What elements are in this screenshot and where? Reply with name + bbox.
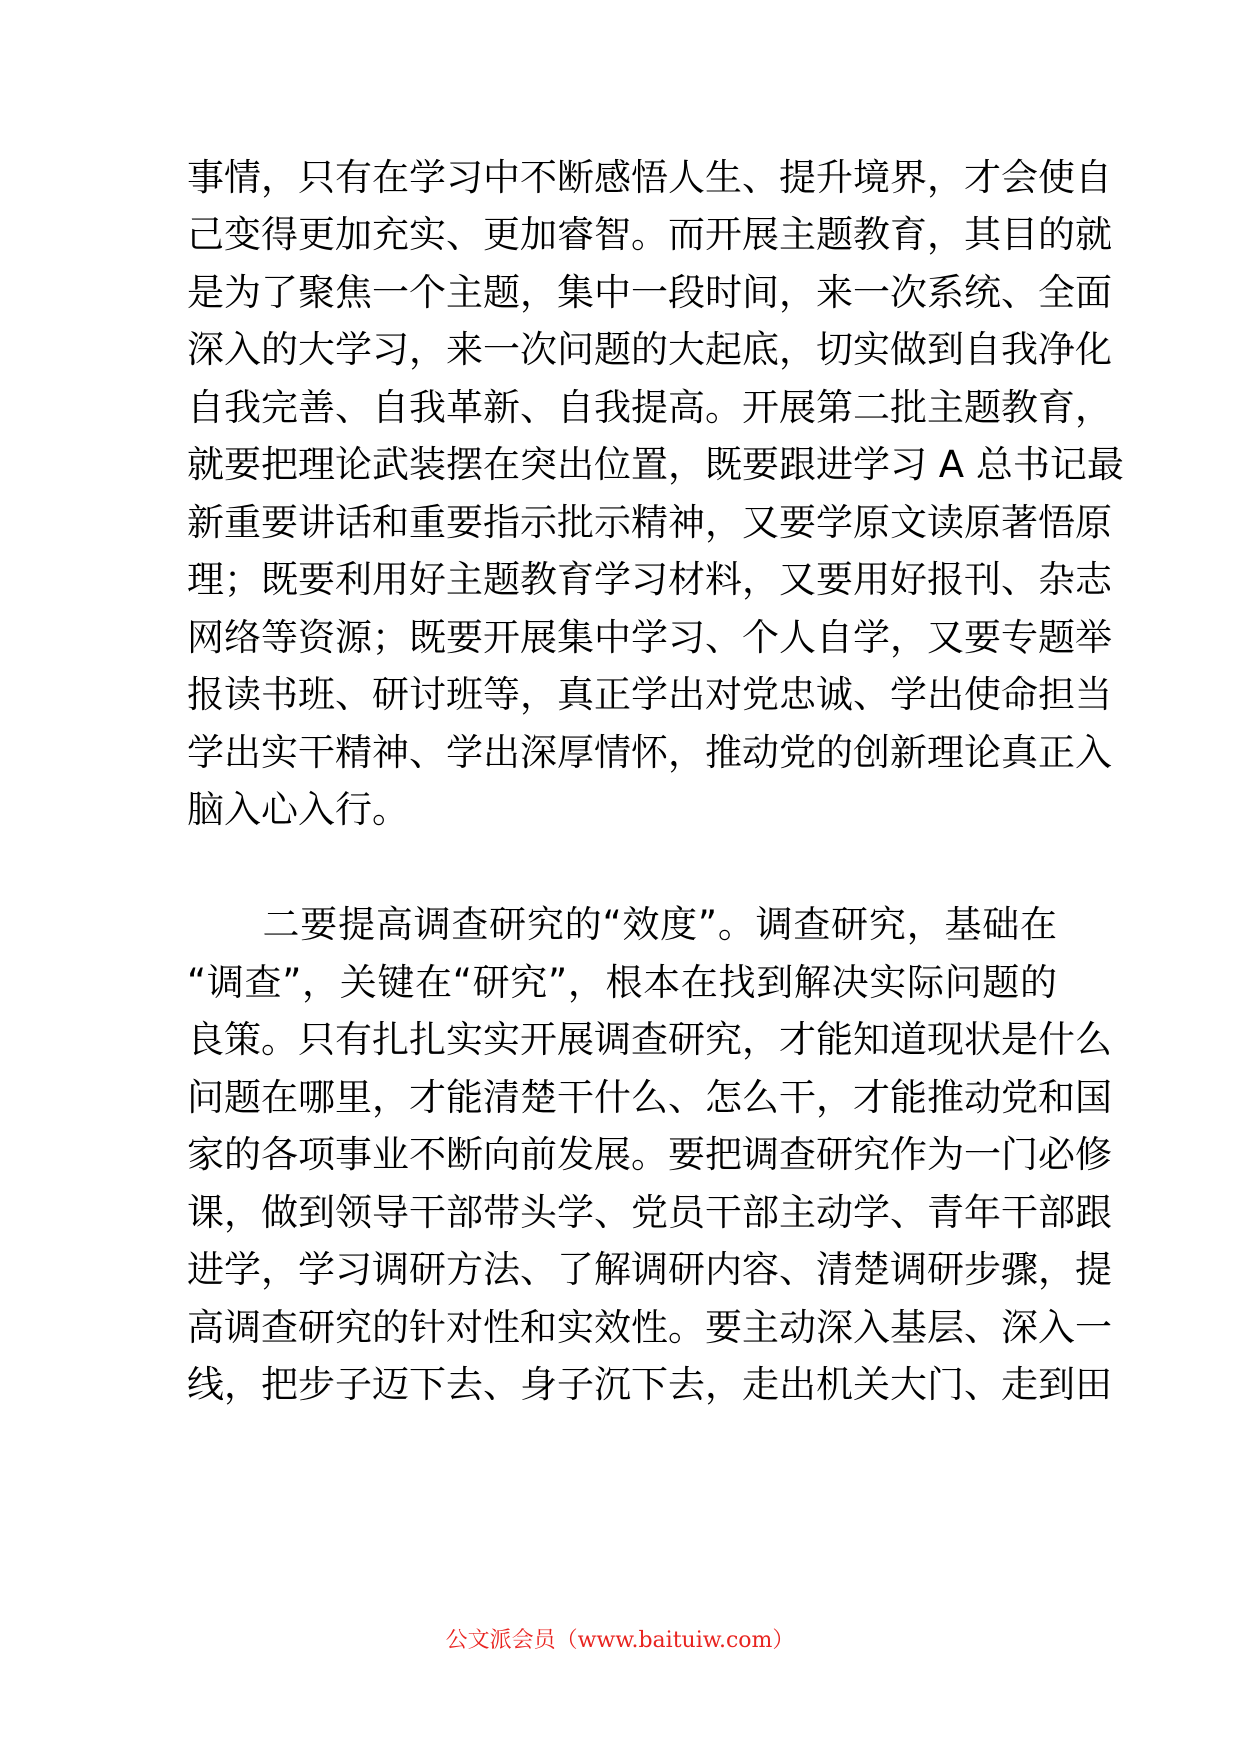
- text-line: 问题在哪里，才能清楚干什么、怎么干，才能推动党和国: [187, 1076, 1112, 1119]
- text-line: 学出实干精神、学出深厚情怀，推动党的创新理论真正入: [187, 731, 1112, 774]
- text-line: 新重要讲话和重要指示批示精神，又要学原文读原著悟原: [187, 501, 1112, 544]
- text-line: 良策。只有扎扎实实开展调查研究，才能知道现状是什么: [187, 1018, 1112, 1061]
- text-line: 是为了聚焦一个主题，集中一段时间，来一次系统、全面: [187, 271, 1112, 314]
- text-line: 己变得更加充实、更加睿智。而开展主题教育，其目的就: [187, 213, 1112, 256]
- text-line: “调查”，关键在“研究”，根本在找到解决实际问题的: [187, 961, 1057, 1004]
- text-line: 课，做到领导干部带头学、党员干部主动学、青年干部跟: [187, 1191, 1112, 1234]
- text-line: 二要提高调查研究的“效度”。调查研究，基础在: [187, 903, 1057, 946]
- text-line: 事情，只有在学习中不断感悟人生、提升境界，才会使自: [187, 156, 1112, 199]
- text-line: 网络等资源；既要开展集中学习、个人自学，又要专题举: [187, 616, 1112, 659]
- text-line: 报读书班、研讨班等，真正学出对党忠诚、学出使命担当: [187, 673, 1112, 716]
- text-line: 家的各项事业不断向前发展。要把调查研究作为一门必修: [187, 1133, 1112, 1176]
- text-line: 就要把理论武装摆在突出位置，既要跟进学习 A 总书记最: [187, 443, 1124, 486]
- text-line: 高调查研究的针对性和实效性。要主动深入基层、深入一: [187, 1306, 1112, 1349]
- text-line: 深入的大学习，来一次问题的大起底，切实做到自我净化: [187, 328, 1112, 371]
- footer-watermark: 公文派会员（www.baituiw.com）: [445, 1628, 795, 1653]
- text-line: 线，把步子迈下去、身子沉下去，走出机关大门、走到田: [187, 1363, 1112, 1406]
- text-line: 进学，学习调研方法、了解调研内容、清楚调研步骤，提: [187, 1248, 1112, 1291]
- text-line: 自我完善、自我革新、自我提高。开展第二批主题教育，: [187, 386, 1112, 429]
- text-line: 理；既要利用好主题教育学习材料，又要用好报刊、杂志: [187, 558, 1112, 601]
- text-line: 脑入心入行。: [187, 788, 409, 831]
